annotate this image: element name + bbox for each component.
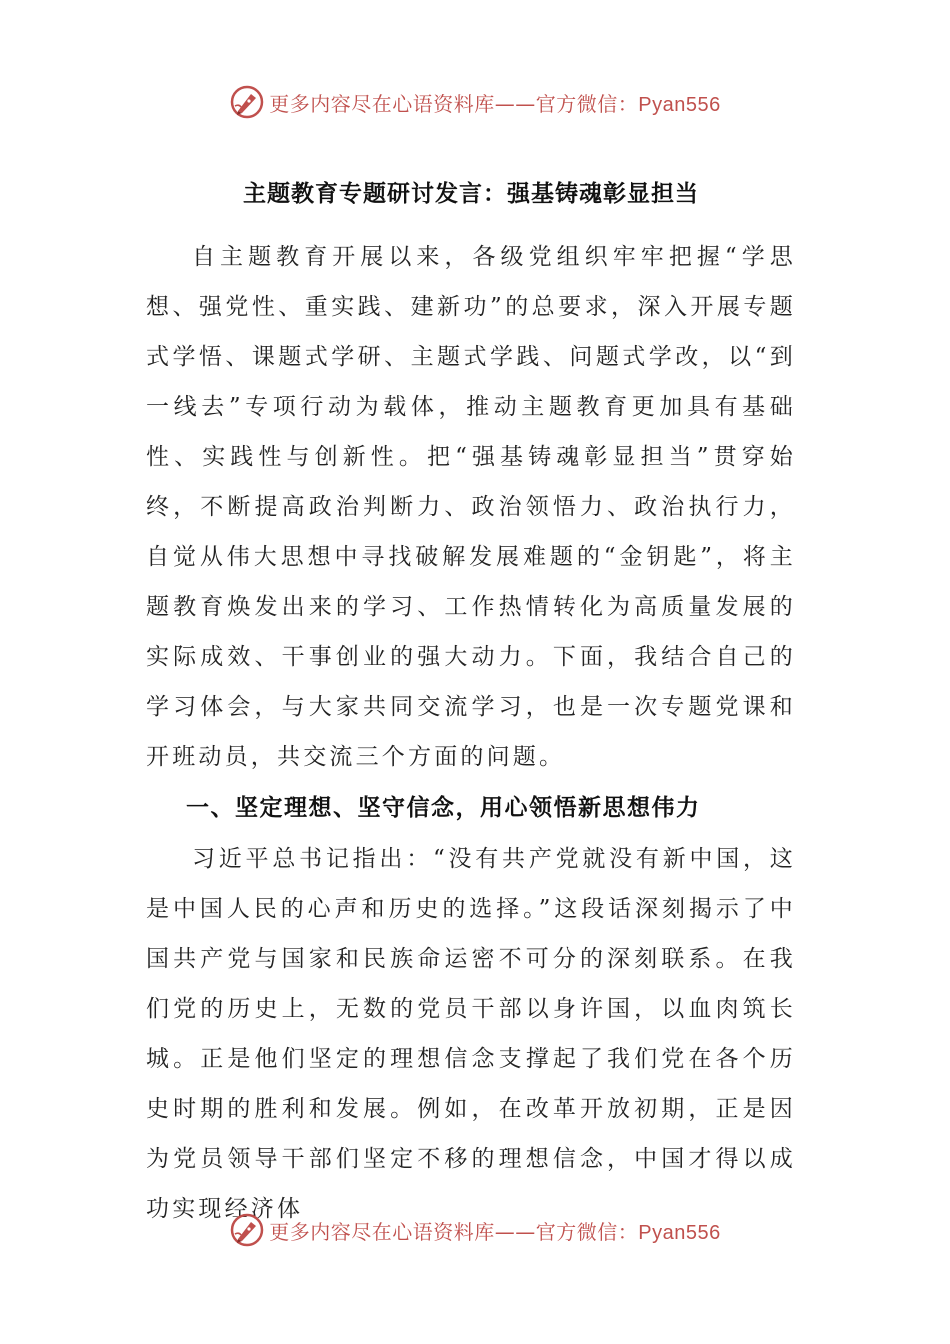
- footer-watermark: [0, 1208, 950, 1252]
- document-body: [146, 168, 796, 1222]
- watermark-wechat-label: 官方微信：: [535, 1219, 639, 1244]
- watermark-text: 更多内容尽在心语资料库: [269, 1219, 495, 1244]
- document-title: 主题教育专题研讨发言：强基铸魂彰显担当: [243, 180, 699, 207]
- watermark-text: 更多内容尽在心语资料库: [269, 91, 495, 116]
- pen-nib-logo-icon: [229, 84, 265, 120]
- paragraph-intro: 自主题教育开展以来，各级党组织牢牢把握“学思想、强党性、重实践、建新功”的总要求，深入开展专题式学悟、课题式学研、主题式学践、问题式学改，以“到一线去”专项行动为载体，推动主题教育更加具有基础性、实践性与创新性。把“强基铸魂彰显担当”贯穿始终，不断提高政治判断力、政治领悟力、政治执行力，自觉从伟大思想中寻找破解发展难题的“金钥匙”，将主题教育焕发出来的学习、工作热情转化为高质量发展的实际成效、干事创业的强大动力。下面，我结合自己的学习体会，与大家共同交流学习，也是一次专题党课和开班动员，共交流三个方面的问题。: [146, 244, 796, 770]
- watermark-wechat-label: 官方微信：: [535, 91, 639, 116]
- watermark-wechat-id: Pyan556: [638, 1221, 721, 1244]
- watermark-separator: ——: [494, 91, 536, 116]
- watermark-separator: ——: [494, 1219, 536, 1244]
- watermark-wechat-id: Pyan556: [638, 93, 721, 116]
- header-watermark: [0, 80, 950, 124]
- paragraph-section-1: 习近平总书记指出：“没有共产党就没有新中国，这是中国人民的心声和历史的选择。”这段话深刻揭示了中国共产党与国家和民族命运密不可分的深刻联系。在我们党的历史上，无数的党员干部以身许国，以血肉筑长城。正是他们坚定的理想信念支撑起了我们党在各个历史时期的胜利和发展。例如，在改革开放初期，正是因为党员领导干部们坚定不移的理想信念，中国才得以成功实现经济体: [146, 846, 796, 1222]
- pen-nib-logo-icon: [229, 1212, 265, 1248]
- section-heading-1: 一、坚定理想、坚守信念，用心领悟新思想伟力: [186, 794, 701, 821]
